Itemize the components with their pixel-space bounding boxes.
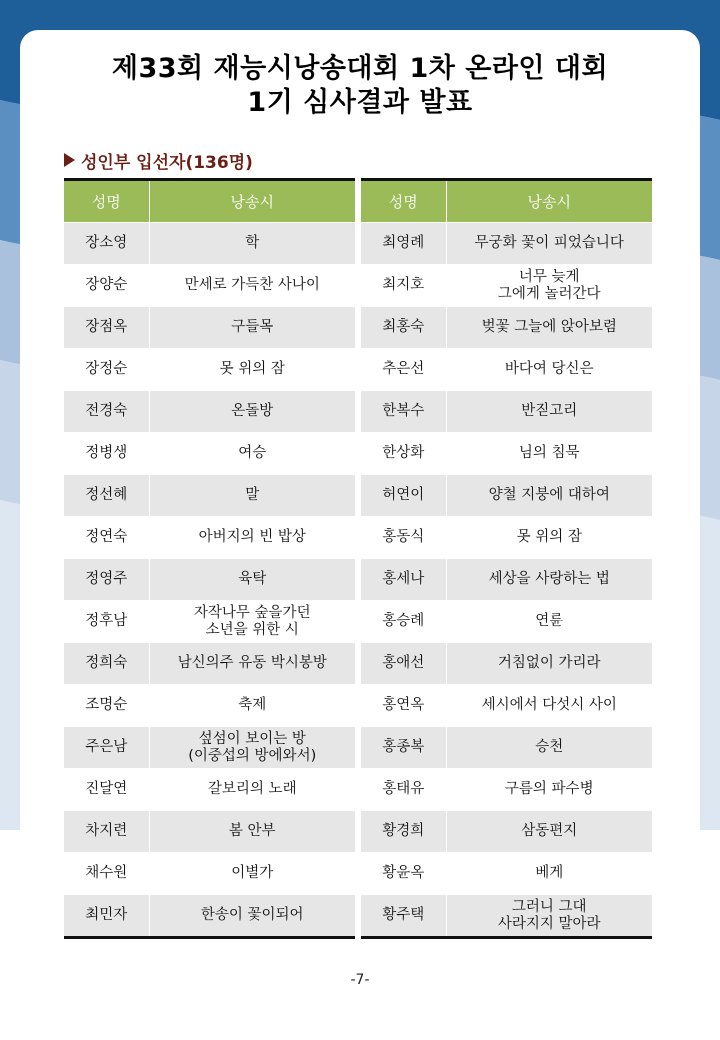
results-table-right — [361, 178, 652, 939]
poem-title: 한송이 꽃이되어 — [149, 895, 355, 938]
table-row — [64, 685, 355, 727]
table-row — [361, 685, 652, 727]
table-row — [64, 517, 355, 559]
entrant-name: 최영례 — [361, 223, 446, 265]
table-row — [64, 601, 355, 643]
table-row — [361, 895, 652, 938]
entrant-name: 최민자 — [64, 895, 149, 938]
section-label: 성인부 입선자(136명) — [81, 152, 253, 173]
poem-title: 베게 — [446, 853, 652, 895]
entrant-name: 홍승례 — [361, 601, 446, 643]
poem-title: 무궁화 꽃이 피었습니다 — [446, 223, 652, 265]
table-row — [361, 601, 652, 643]
entrant-name: 정병생 — [64, 433, 149, 475]
entrant-name: 한상화 — [361, 433, 446, 475]
table-row — [361, 223, 652, 265]
table-header-row — [361, 180, 652, 223]
entrant-name: 황경희 — [361, 811, 446, 853]
poem-title: 벚꽃 그늘에 앉아보렴 — [446, 307, 652, 349]
poem-title: 봄 안부 — [149, 811, 355, 853]
entrant-name: 홍태유 — [361, 769, 446, 811]
table-header-row — [64, 180, 355, 223]
table-row — [361, 517, 652, 559]
section-heading — [64, 148, 253, 172]
poem-title: 님의 침묵 — [446, 433, 652, 475]
table-row — [64, 853, 355, 895]
title-line-2: 1기 심사결과 발표 — [247, 87, 473, 118]
table-row — [361, 559, 652, 601]
column-header-poem: 낭송시 — [446, 180, 652, 223]
entrant-name: 장정순 — [64, 349, 149, 391]
right-table-body — [361, 223, 652, 938]
table-row — [64, 265, 355, 307]
entrant-name: 황윤옥 — [361, 853, 446, 895]
triangle-bullet-icon — [64, 153, 75, 167]
poem-title: 못 위의 잠 — [446, 517, 652, 559]
entrant-name: 차지련 — [64, 811, 149, 853]
table-row — [64, 349, 355, 391]
table-row — [361, 391, 652, 433]
poem-title: 갈보리의 노래 — [149, 769, 355, 811]
page-title — [20, 52, 700, 120]
table-row — [64, 811, 355, 853]
column-header-name: 성명 — [64, 180, 149, 223]
entrant-name: 최지호 — [361, 265, 446, 307]
table-row — [64, 433, 355, 475]
table-row — [64, 643, 355, 685]
poem-title: 구름의 파수병 — [446, 769, 652, 811]
table-row — [64, 391, 355, 433]
poem-title: 삼동편지 — [446, 811, 652, 853]
table-row — [361, 643, 652, 685]
poem-title: 만세로 가득찬 사나이 — [149, 265, 355, 307]
table-row — [361, 349, 652, 391]
poem-title: 육탁 — [149, 559, 355, 601]
poem-title: 남신의주 유동 박시봉방 — [149, 643, 355, 685]
poem-title: 반짇고리 — [446, 391, 652, 433]
entrant-name: 정선혜 — [64, 475, 149, 517]
entrant-name: 정연숙 — [64, 517, 149, 559]
table-row — [64, 769, 355, 811]
entrant-name: 추은선 — [361, 349, 446, 391]
page-number: -7- — [350, 972, 370, 988]
poem-title: 축제 — [149, 685, 355, 727]
poem-title: 이별가 — [149, 853, 355, 895]
table-row — [64, 223, 355, 265]
table-row — [361, 853, 652, 895]
entrant-name: 정후남 — [64, 601, 149, 643]
entrant-name: 홍종복 — [361, 727, 446, 769]
entrant-name: 전경숙 — [64, 391, 149, 433]
results-table-left — [64, 178, 355, 939]
poem-title: 양철 지붕에 대하여 — [446, 475, 652, 517]
table-row — [361, 769, 652, 811]
table-row — [64, 895, 355, 938]
entrant-name: 정희숙 — [64, 643, 149, 685]
table-row — [361, 727, 652, 769]
entrant-name: 진달연 — [64, 769, 149, 811]
entrant-name: 장양순 — [64, 265, 149, 307]
poem-title: 말 — [149, 475, 355, 517]
poem-title: 구들목 — [149, 307, 355, 349]
entrant-name: 채수원 — [64, 853, 149, 895]
entrant-name: 최홍숙 — [361, 307, 446, 349]
entrant-name: 조명순 — [64, 685, 149, 727]
column-header-poem: 낭송시 — [149, 180, 355, 223]
entrant-name: 허연이 — [361, 475, 446, 517]
table-row — [361, 307, 652, 349]
poem-title: 여승 — [149, 433, 355, 475]
entrant-name: 홍애선 — [361, 643, 446, 685]
entrant-name: 주은남 — [64, 727, 149, 769]
entrant-name: 황주택 — [361, 895, 446, 938]
table-row — [361, 811, 652, 853]
poem-title: 학 — [149, 223, 355, 265]
table-row — [64, 727, 355, 769]
table-row — [64, 559, 355, 601]
table-row — [361, 475, 652, 517]
entrant-name: 장소영 — [64, 223, 149, 265]
poem-title: 아버지의 빈 밥상 — [149, 517, 355, 559]
table-row — [361, 433, 652, 475]
poem-title: 연륜 — [446, 601, 652, 643]
entrant-name: 홍연옥 — [361, 685, 446, 727]
poem-title: 자작나무 숲을가던 소년을 위한 시 — [149, 601, 355, 643]
entrant-name: 홍동식 — [361, 517, 446, 559]
poem-title: 승천 — [446, 727, 652, 769]
poem-title: 거침없이 가리라 — [446, 643, 652, 685]
title-line-1: 제33회 재능시낭송대회 1차 온라인 대회 — [111, 53, 609, 84]
entrant-name: 정영주 — [64, 559, 149, 601]
entrant-name: 장점옥 — [64, 307, 149, 349]
poem-title: 섶섬이 보이는 방 (이중섭의 방에와서) — [149, 727, 355, 769]
poem-title: 온돌방 — [149, 391, 355, 433]
entrant-name: 한복수 — [361, 391, 446, 433]
poem-title: 바다여 당신은 — [446, 349, 652, 391]
table-row — [361, 265, 652, 307]
entrant-name: 홍세나 — [361, 559, 446, 601]
poem-title: 세시에서 다섯시 사이 — [446, 685, 652, 727]
table-row — [64, 475, 355, 517]
poem-title: 못 위의 잠 — [149, 349, 355, 391]
column-header-name: 성명 — [361, 180, 446, 223]
poem-title: 너무 늦게 그에게 놀러간다 — [446, 265, 652, 307]
poem-title: 세상을 사랑하는 법 — [446, 559, 652, 601]
left-table-body — [64, 223, 355, 938]
poem-title: 그러니 그대 사라지지 말아라 — [446, 895, 652, 938]
table-row — [64, 307, 355, 349]
